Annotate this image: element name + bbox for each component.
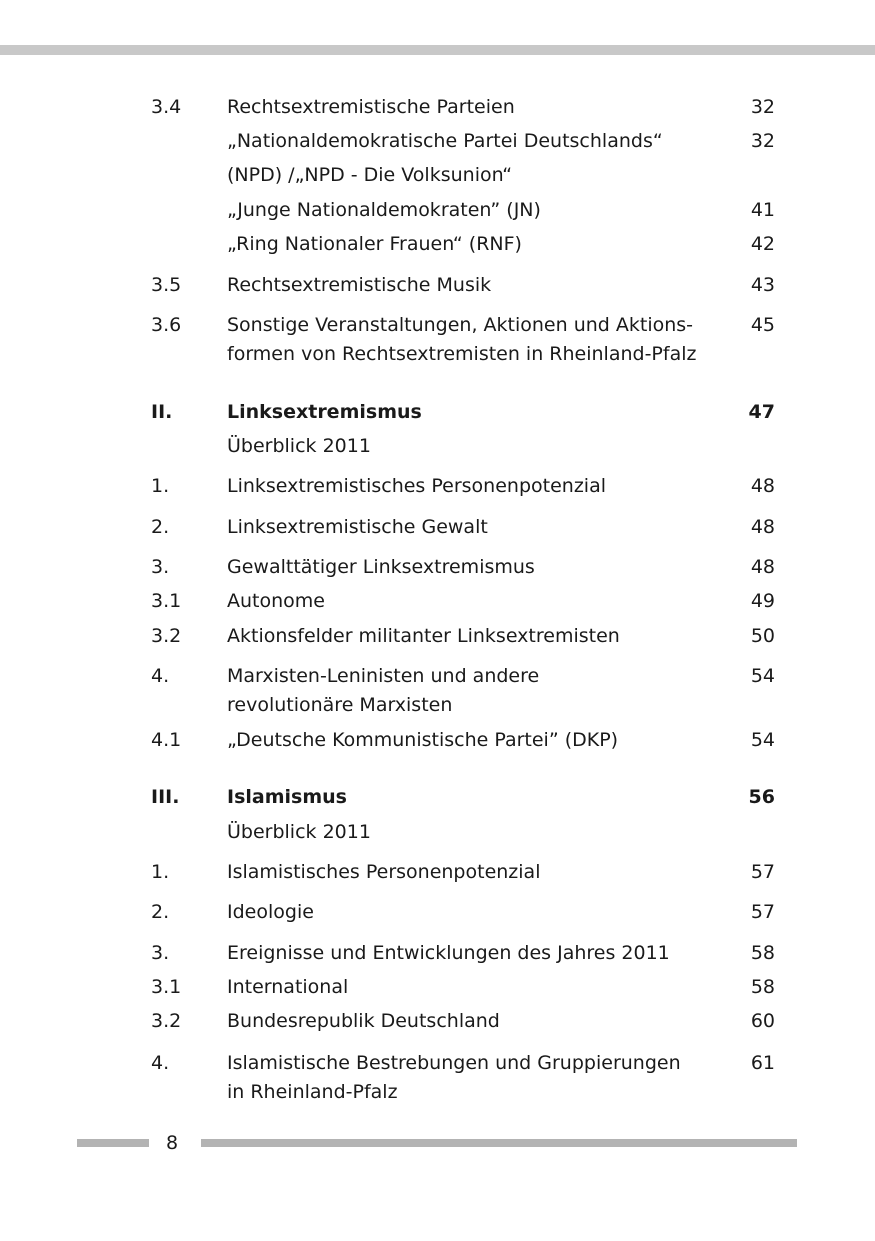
toc-entry-number: 2.: [151, 901, 170, 923]
toc-entry-page: 32: [750, 96, 775, 118]
toc-entry-page: 54: [750, 729, 775, 751]
toc-entry-page: 41: [750, 199, 775, 221]
toc-entry-title: Überblick 2011: [227, 435, 371, 457]
footer-rule-right: [201, 1139, 797, 1147]
toc-entry-title: Autonome: [227, 590, 325, 612]
toc-entry-number: 4.: [151, 665, 170, 687]
toc-entry: [0, 586, 875, 616]
toc-entry: [0, 126, 875, 156]
toc-entry: [0, 552, 875, 582]
footer-rule-left: [77, 1139, 149, 1147]
toc-entry-title: „Deutsche Kommunistische Partei” (DKP): [227, 729, 619, 751]
toc-entry-page: 42: [750, 233, 775, 255]
toc-entry-number: 2.: [151, 516, 170, 538]
toc-entry-page: 45: [750, 314, 775, 336]
toc-entry-number: 1.: [151, 475, 170, 497]
toc-entry-number: III.: [151, 786, 180, 808]
toc-entry: [0, 621, 875, 651]
toc-entry-number: 4.: [151, 1052, 170, 1074]
toc-entry-title: International: [227, 976, 349, 998]
toc-entry: [0, 229, 875, 259]
toc-entry-title: Überblick 2011: [227, 821, 371, 843]
toc-entry-number: II.: [151, 401, 173, 423]
toc-entry: [0, 857, 875, 887]
toc-entry-number: 3.1: [151, 590, 182, 612]
toc-entry-title: Islamistisches Personenpotenzial: [227, 861, 541, 883]
page-number: 8: [166, 1132, 179, 1154]
toc-entry-page: 56: [748, 786, 775, 808]
toc-entry: [0, 817, 875, 847]
toc-entry-title: Ereignisse und Entwicklungen des Jahres 2011: [227, 942, 670, 964]
toc-entry-page: 43: [750, 274, 775, 296]
toc-entry-page: 48: [750, 475, 775, 497]
toc-entry-page: 57: [750, 901, 775, 923]
toc-entry-title: revolutionäre Marxisten: [227, 694, 453, 716]
toc-entry: [0, 1048, 875, 1078]
toc-entry: [0, 782, 875, 812]
toc-entry-page: 50: [750, 625, 775, 647]
toc-entry-title: Islamistische Bestrebungen und Gruppierungen: [227, 1052, 681, 1074]
toc-entry-title: Rechtsextremistische Musik: [227, 274, 492, 296]
toc-entry-page: 48: [750, 516, 775, 538]
toc-entry: [0, 512, 875, 542]
toc-entry: [0, 431, 875, 461]
toc-entry-title: Ideologie: [227, 901, 314, 923]
toc-entry-page: 58: [750, 976, 775, 998]
toc-entry: [0, 339, 875, 369]
toc-entry: [0, 310, 875, 340]
toc-entry: [0, 92, 875, 122]
toc-entry-title: Rechtsextremistische Parteien: [227, 96, 515, 118]
toc-entry-title: „Ring Nationaler Frauen“ (RNF): [227, 233, 522, 255]
toc-entry: [0, 690, 875, 720]
toc-entry-title: Gewalttätiger Linksextremismus: [227, 556, 535, 578]
toc-entry-title: Islamismus: [227, 786, 347, 808]
toc-entry-title: „Junge Nationaldemokraten” (JN): [227, 199, 541, 221]
toc-entry-number: 3.1: [151, 976, 182, 998]
toc-entry-title: Aktionsfelder militanter Linksextremisten: [227, 625, 620, 647]
toc-entry-page: 60: [750, 1010, 775, 1032]
toc-entry: [0, 725, 875, 755]
toc-entry: [0, 471, 875, 501]
toc-entry-page: 58: [750, 942, 775, 964]
toc-entry-title: Bundesrepublik Deutschland: [227, 1010, 500, 1032]
toc-entry-page: 48: [750, 556, 775, 578]
toc-entry-number: 4.1: [151, 729, 182, 751]
toc-entry-number: 3.4: [151, 96, 182, 118]
toc-entry: [0, 938, 875, 968]
toc-entry-title: „Nationaldemokratische Partei Deutschlands“: [227, 130, 663, 152]
toc-entry-title: Linksextremistische Gewalt: [227, 516, 488, 538]
toc-entry: [0, 160, 875, 190]
toc-entry-page: 32: [750, 130, 775, 152]
toc-entry-number: 3.5: [151, 274, 182, 296]
top-rule: [0, 45, 875, 55]
toc-entry: [0, 397, 875, 427]
toc-entry-number: 3.6: [151, 314, 182, 336]
toc-entry-page: 47: [748, 401, 775, 423]
toc-entry-title: Linksextremistisches Personenpotenzial: [227, 475, 606, 497]
toc-entry: [0, 195, 875, 225]
toc-entry-page: 61: [750, 1052, 775, 1074]
toc-entry-title: in Rheinland-Pfalz: [227, 1081, 398, 1103]
toc-entry-number: 3.: [151, 556, 170, 578]
toc-entry-number: 1.: [151, 861, 170, 883]
toc-entry: [0, 1006, 875, 1036]
toc-entry-number: 3.2: [151, 625, 182, 647]
toc-entry-title: Marxisten-Leninisten und andere: [227, 665, 540, 687]
toc-entry: [0, 972, 875, 1002]
toc-entry-number: 3.: [151, 942, 170, 964]
toc-entry-title: Linksextremismus: [227, 401, 422, 423]
toc-entry-title: Sonstige Veranstaltungen, Aktionen und Aktions-: [227, 314, 694, 336]
toc-entry-page: 49: [750, 590, 775, 612]
toc-entry-page: 54: [750, 665, 775, 687]
toc-entry-number: 3.2: [151, 1010, 182, 1032]
toc-entry-page: 57: [750, 861, 775, 883]
toc-entry: [0, 897, 875, 927]
toc-entry: [0, 1077, 875, 1107]
toc-entry: [0, 270, 875, 300]
toc-entry: [0, 661, 875, 691]
toc-entry-title: formen von Rechtsextremisten in Rheinland-Pfalz: [227, 343, 697, 365]
toc-entry-title: (NPD) /„NPD - Die Volksunion“: [227, 164, 513, 186]
